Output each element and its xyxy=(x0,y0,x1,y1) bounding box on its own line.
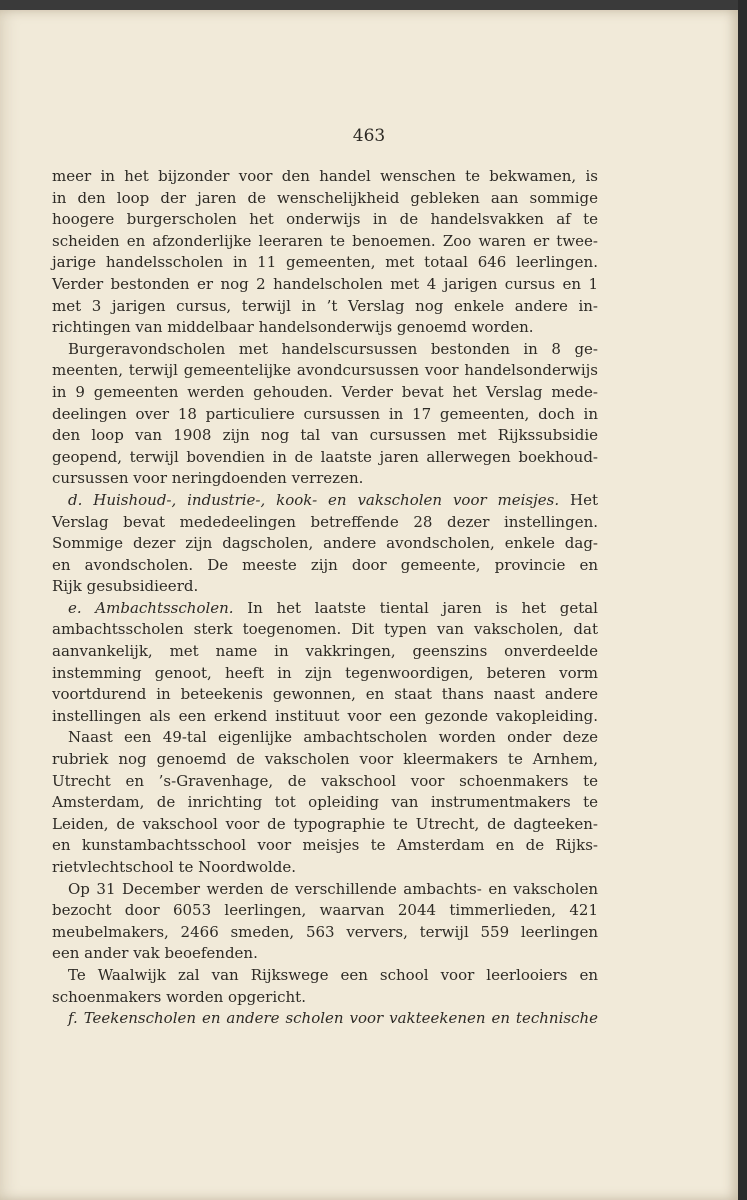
text-line: Burgeravondscholen met handelscursussen bestonden in 8 ge- xyxy=(68,339,598,358)
text-line: voortdurend in beteekenis gewonnen, en staat thans naast andere xyxy=(52,685,598,704)
text-line: Rijk gesubsidieerd. xyxy=(52,577,199,596)
text-line: jarige handelsscholen in 11 gemeenten, met totaal 646 leerlingen. xyxy=(52,253,598,272)
text-line: instellingen als een erkend instituut voor een gezonde vakopleiding. xyxy=(52,706,598,725)
italic-heading: f. Teekenscholen en andere scholen voor vakteekenen en technische xyxy=(68,1009,598,1028)
text-line: Verslag bevat mededeelingen betreffende 28 dezer instellingen. xyxy=(52,512,598,531)
text-line: een ander vak beoefenden. xyxy=(52,944,258,963)
text-line: Leiden, de vakschool voor de typographie te Utrecht, de dagteeken- xyxy=(52,814,598,833)
text-line: en avondscholen. De meeste zijn door gemeente, provincie en xyxy=(52,555,598,574)
text-line: Amsterdam, de inrichting tot opleiding van instrumentmakers te xyxy=(52,793,598,812)
text-line: deelingen over 18 particuliere cursussen in 17 gemeenten, doch in xyxy=(52,404,598,423)
text-line: geopend, terwijl bovendien in de laatste jaren allerwegen boekhoud- xyxy=(52,447,598,466)
text-line: rubriek nog genoemd de vakscholen voor kleermakers te Arnhem, xyxy=(52,750,598,769)
text-line: Te Waalwijk zal van Rijkswege een school voor leerlooiers en xyxy=(68,965,598,984)
text-line: instemming genoot, heeft in zijn tegenwoordigen, beteren vorm xyxy=(52,663,598,682)
text-line: meer in het bijzonder voor den handel wenschen te bekwamen, is xyxy=(52,167,598,185)
text-line: hoogere burgerscholen het onderwijs in de handelsvakken af te xyxy=(52,210,598,229)
text-line: ambachtsscholen sterk toegenomen. Dit typen van vakscholen, dat xyxy=(52,620,598,639)
text-line: richtingen van middelbaar handelsonderwijs genoemd worden. xyxy=(52,318,534,337)
text-line: rietvlechtschool te Noordwolde. xyxy=(52,858,297,876)
italic-heading: d. Huishoud-, industrie-, kook- en vakscholen voor meisjes. xyxy=(68,490,560,509)
italic-heading: e. Ambachtsscholen. xyxy=(68,598,234,617)
text-line: in 9 gemeenten werden gehouden. Verder bevat het Verslag mede- xyxy=(52,382,598,401)
text-line: Naast een 49-tal eigenlijke ambachtscholen worden onder deze xyxy=(68,728,598,747)
text-line xyxy=(52,1008,598,1030)
text-line: met 3 jarigen cursus, terwijl in ’t Verslag nog enkele andere in- xyxy=(52,296,598,315)
scan-edge xyxy=(738,0,747,1200)
text-line: Op 31 December werden de verschillende ambachts- en vakscholen xyxy=(68,879,598,898)
text-line: scheiden en afzonderlijke leeraren te benoemen. Zoo waren er twee- xyxy=(52,231,598,250)
body-text xyxy=(52,166,598,1030)
text-line: den loop van 1908 zijn nog tal van cursussen met Rijkssubsidie xyxy=(52,426,598,445)
text-line: cursussen voor neringdoenden verrezen. xyxy=(52,469,364,488)
text-line: aanvankelijk, met name in vakkringen, geenszins onverdeelde xyxy=(52,642,598,661)
text-line: meenten, terwijl gemeentelijke avondcursussen voor handelsonderwijs xyxy=(52,361,598,380)
text-line: en kunstambachtsschool voor meisjes te Amsterdam en de Rijks- xyxy=(52,836,598,855)
text-line: Sommige dezer zijn dagscholen, andere avondscholen, enkele dag- xyxy=(52,534,598,553)
page-number: 463 xyxy=(352,126,386,146)
text-line: Verder bestonden er nog 2 handelscholen met 4 jarigen cursus en 1 xyxy=(52,274,598,293)
text-line: bezocht door 6053 leerlingen, waarvan 2044 timmerlieden, 421 xyxy=(52,901,598,920)
text-line: e. Ambachtsscholen. In het laatste tiental jaren is het getal xyxy=(68,598,598,617)
text-line: schoenmakers worden opgericht. xyxy=(52,987,306,1006)
text-line: Utrecht en ’s-Gravenhage, de vakschool voor schoenmakers te xyxy=(52,771,598,790)
text-line: in den loop der jaren de wenschelijkheid gebleken aan sommige xyxy=(52,188,598,207)
text-line: meubelmakers, 2466 smeden, 563 ververs, terwijl 559 leerlingen xyxy=(52,922,598,941)
book-page xyxy=(0,10,738,1200)
text-line: d. Huishoud-, industrie-, kook- en vakscholen voor meisjes. Het xyxy=(68,490,598,509)
